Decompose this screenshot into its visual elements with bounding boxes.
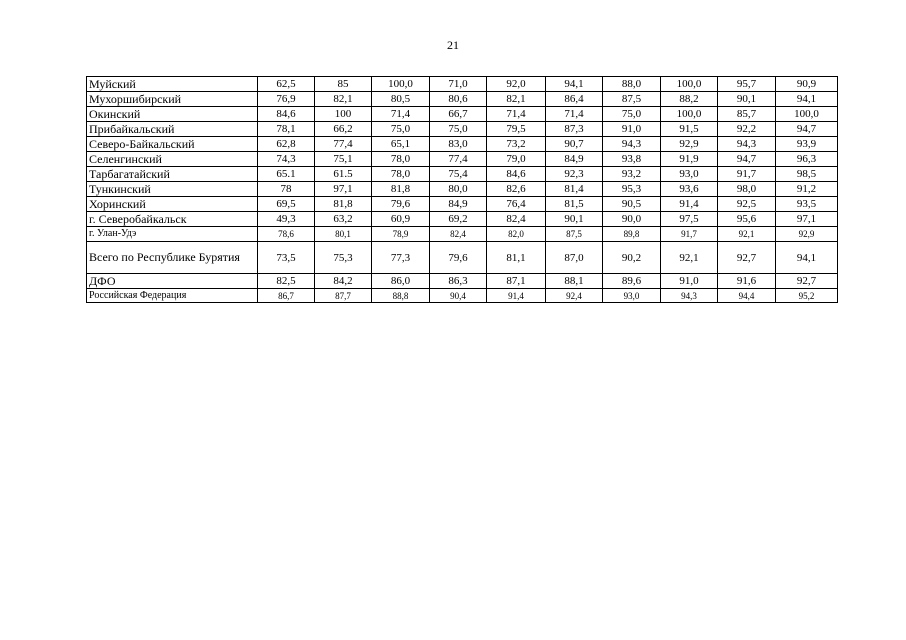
table-cell: 80,5 [372,92,430,107]
table-cell: 92,5 [718,197,776,212]
table-cell: 89,6 [603,274,661,289]
table-cell: 93,6 [661,182,718,197]
table-cell: 88,0 [603,77,661,92]
table-cell: 92,0 [487,77,546,92]
table-cell: 74,3 [258,152,315,167]
table-row [87,137,838,152]
table-cell: 100,0 [776,107,838,122]
table-cell: 100 [315,107,372,122]
table-cell: 88,1 [546,274,603,289]
table-cell: 87,0 [546,242,603,274]
table-cell: 97,5 [661,212,718,227]
row-label: г. Северобайкальск [87,212,258,227]
table-cell: 88,2 [661,92,718,107]
table-cell: 80,0 [430,182,487,197]
table-cell: 69,2 [430,212,487,227]
table-cell: 84,6 [487,167,546,182]
table-cell: 82,6 [487,182,546,197]
row-label: Тарбагатайский [87,167,258,182]
row-label: Северо-Байкальский [87,137,258,152]
table-cell: 90,1 [546,212,603,227]
table-cell: 81,5 [546,197,603,212]
table-cell: 69,5 [258,197,315,212]
table-cell: 91,7 [718,167,776,182]
table-cell: 91,9 [661,152,718,167]
table-cell: 88,8 [372,289,430,303]
table-cell: 94,3 [603,137,661,152]
table-cell: 84,6 [258,107,315,122]
table-cell: 93,0 [603,289,661,303]
table-row [87,227,838,242]
table-cell: 93,8 [603,152,661,167]
table-cell: 94,1 [546,77,603,92]
table-cell: 90,1 [718,92,776,107]
table-cell: 86,3 [430,274,487,289]
table-cell: 87,3 [546,122,603,137]
table-cell: 80,6 [430,92,487,107]
table-cell: 82,4 [430,227,487,242]
table-cell: 92,7 [776,274,838,289]
table-cell: 92,3 [546,167,603,182]
table-cell: 98,0 [718,182,776,197]
table-cell: 81,8 [372,182,430,197]
row-label: г. Улан-Удэ [87,227,258,242]
table-cell: 85,7 [718,107,776,122]
table-row [87,212,838,227]
table-cell: 77,4 [315,137,372,152]
row-label: Селенгинский [87,152,258,167]
table-cell: 94,3 [718,137,776,152]
table-cell: 100,0 [372,77,430,92]
table-cell: 75,1 [315,152,372,167]
table-cell: 78,9 [372,227,430,242]
table-cell: 65,1 [372,137,430,152]
table-cell: 92,1 [661,242,718,274]
table-row [87,242,838,274]
table-cell: 96,3 [776,152,838,167]
table-cell: 79,6 [430,242,487,274]
table-cell: 49,3 [258,212,315,227]
table-cell: 78,1 [258,122,315,137]
table-cell: 95,2 [776,289,838,303]
table-cell: 95,7 [718,77,776,92]
table-cell: 78 [258,182,315,197]
row-label: Всего по Республике Бурятия [87,242,258,274]
table-cell: 83,0 [430,137,487,152]
table-row [87,107,838,122]
table-cell: 78,0 [372,167,430,182]
table-cell: 79,0 [487,152,546,167]
table-cell: 82,1 [487,92,546,107]
table-cell: 90,9 [776,77,838,92]
table-row [87,197,838,212]
table-row [87,182,838,197]
row-label: Тункинский [87,182,258,197]
table-cell: 90,2 [603,242,661,274]
table-row [87,167,838,182]
table-body [87,77,838,303]
table-cell: 94,4 [718,289,776,303]
table-cell: 79,6 [372,197,430,212]
table-row [87,92,838,107]
table-cell: 87,7 [315,289,372,303]
table-cell: 91,0 [661,274,718,289]
table-cell: 98,5 [776,167,838,182]
table-cell: 63,2 [315,212,372,227]
table-cell: 100,0 [661,77,718,92]
statistics-table [86,76,838,303]
table-row [87,77,838,92]
table-cell: 92,9 [661,137,718,152]
table-cell: 76,9 [258,92,315,107]
table-cell: 93,0 [661,167,718,182]
row-label: ДФО [87,274,258,289]
table-cell: 94,7 [776,122,838,137]
table-cell: 90,7 [546,137,603,152]
row-label: Прибайкальский [87,122,258,137]
table-cell: 71,4 [546,107,603,122]
table-cell: 75,3 [315,242,372,274]
table-cell: 100,0 [661,107,718,122]
table-cell: 66,7 [430,107,487,122]
table-cell: 76,4 [487,197,546,212]
table-cell: 91,4 [661,197,718,212]
table-cell: 85 [315,77,372,92]
table-cell: 92,2 [718,122,776,137]
table-cell: 80,1 [315,227,372,242]
row-label: Хоринский [87,197,258,212]
table-cell: 94,3 [661,289,718,303]
table-row [87,274,838,289]
table-cell: 97,1 [776,212,838,227]
table-cell: 92,7 [718,242,776,274]
table-cell: 60,9 [372,212,430,227]
table-cell: 94,1 [776,242,838,274]
table-cell: 91,7 [661,227,718,242]
table-cell: 78,6 [258,227,315,242]
table-cell: 75,0 [430,122,487,137]
table-cell: 71,0 [430,77,487,92]
table-cell: 73,2 [487,137,546,152]
table-cell: 66,2 [315,122,372,137]
table-cell: 89,8 [603,227,661,242]
table-cell: 77,3 [372,242,430,274]
table-cell: 78,0 [372,152,430,167]
table-cell: 90,4 [430,289,487,303]
table-cell: 62,8 [258,137,315,152]
table-cell: 92,1 [718,227,776,242]
table-cell: 81,4 [546,182,603,197]
table-cell: 79,5 [487,122,546,137]
table-cell: 86,0 [372,274,430,289]
table-cell: 90,5 [603,197,661,212]
table-cell: 94,7 [718,152,776,167]
table-cell: 65.1 [258,167,315,182]
row-label: Окинский [87,107,258,122]
table-cell: 91,5 [661,122,718,137]
row-label: Российская Федерация [87,289,258,303]
table-cell: 92,4 [546,289,603,303]
table-cell: 75,0 [603,107,661,122]
table-cell: 86,7 [258,289,315,303]
table-cell: 87,5 [546,227,603,242]
row-label: Мухоршибирский [87,92,258,107]
table-cell: 82,0 [487,227,546,242]
table-cell: 62,5 [258,77,315,92]
table-cell: 93,9 [776,137,838,152]
table-cell: 61.5 [315,167,372,182]
table-cell: 91,4 [487,289,546,303]
table-cell: 81,1 [487,242,546,274]
table-cell: 77,4 [430,152,487,167]
table-cell: 94,1 [776,92,838,107]
table-cell: 95,6 [718,212,776,227]
table-cell: 71,4 [487,107,546,122]
table-cell: 82,5 [258,274,315,289]
table-row [87,289,838,303]
table-row [87,152,838,167]
table-cell: 91,0 [603,122,661,137]
table-cell: 81,8 [315,197,372,212]
table-cell: 90,0 [603,212,661,227]
table-cell: 92,9 [776,227,838,242]
table-cell: 87,1 [487,274,546,289]
table-cell: 71,4 [372,107,430,122]
table-cell: 93,5 [776,197,838,212]
table-cell: 87,5 [603,92,661,107]
table-cell: 91,6 [718,274,776,289]
table-cell: 73,5 [258,242,315,274]
table-cell: 91,2 [776,182,838,197]
table-cell: 75,0 [372,122,430,137]
table-cell: 75,4 [430,167,487,182]
table-cell: 84,9 [546,152,603,167]
table-cell: 82,4 [487,212,546,227]
table-cell: 95,3 [603,182,661,197]
table-cell: 84,9 [430,197,487,212]
table-cell: 84,2 [315,274,372,289]
table-cell: 82,1 [315,92,372,107]
page-number: 21 [447,38,459,52]
table-cell: 86,4 [546,92,603,107]
table-row [87,122,838,137]
table-cell: 93,2 [603,167,661,182]
row-label: Муйский [87,77,258,92]
table-cell: 97,1 [315,182,372,197]
